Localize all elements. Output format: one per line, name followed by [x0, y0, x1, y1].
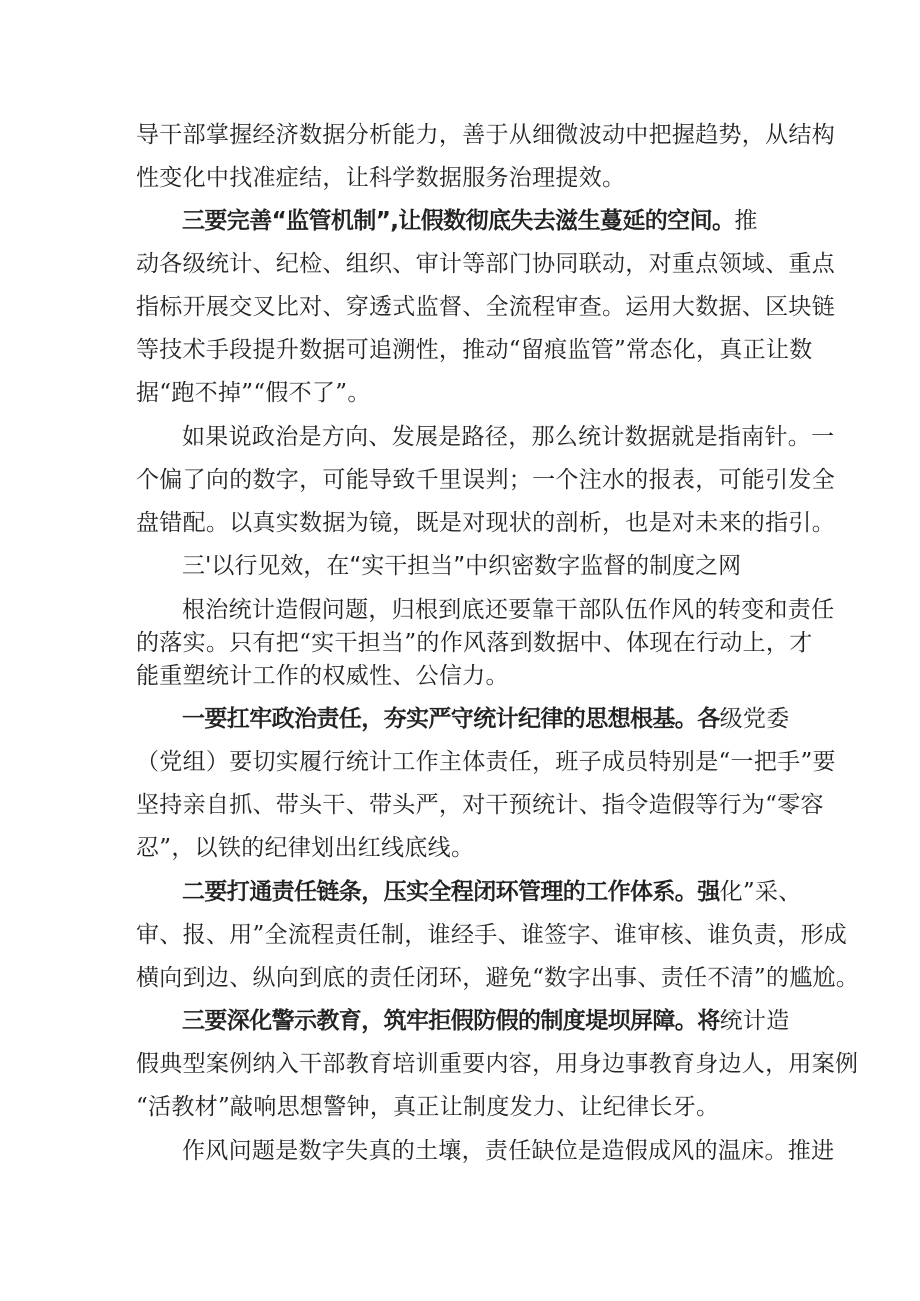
body-line: 忍”，以铁的纪律划出红线底线。 [136, 835, 475, 861]
body-line: 审、报、用”全流程责任制，谁经手、谁签字、谁审核、谁负责，形成 [136, 922, 848, 948]
paragraph-lead-rest: 级党委 [719, 706, 790, 732]
paragraph-lead-rest: 推 [734, 208, 758, 234]
paragraph-lead-bold: 三要完善“监管机制”,让假数彻底失去滋生蔓延的空间。 [182, 208, 735, 234]
section-heading: 三'以行见效，在“实干担当”中织密数字监督的制度之网 [182, 553, 742, 579]
paragraph-first-line [136, 876, 802, 908]
body-line: 假典型案例纳入干部教育培训重要内容，用身边事教育身边人，用案例 [136, 1051, 859, 1077]
paragraph-lead-bold: 三要深化警示教育，筑牢拒假防假的制度堤坝屏障。将 [182, 1008, 720, 1034]
body-line: 动各级统计、纪检、组织、审计等部门协同联动，对重点领域、重点 [136, 251, 835, 277]
body-line: 指标开展交叉比对、穿透式监督、全流程审查。运用大数据、区块链 [136, 294, 835, 320]
paragraph-first-line [136, 1005, 796, 1037]
body-line: 能重塑统计工作的权威性、公信力。 [136, 663, 509, 689]
body-line: 导干部掌握经济数据分析能力，善于从细微波动中把握趋势，从结构 [136, 122, 835, 148]
body-line: 个偏了向的数字，可能导致千里误判；一个注水的报表，可能引发全 [136, 467, 835, 493]
body-line: 等技术手段提升数据可追溯性，推动“留痕监管”常态化，真正让数 [136, 337, 813, 363]
body-line: 根治统计造假问题，归根到底还要靠干部队伍作风的转变和责任 [182, 597, 835, 623]
paragraph-lead-bold: 二要打通责任链条，压实全程闭环管理的工作体系。强 [182, 879, 720, 905]
body-line: 的落实。只有把“实干担当”的作风落到数据中、体现在行动上，才 [136, 630, 813, 656]
body-line: 作风问题是数字失真的土壤，责任缺位是造假成风的温床。推进 [182, 1138, 835, 1164]
paragraph-first-line [136, 205, 796, 237]
paragraph-first-line [136, 703, 796, 735]
paragraph-lead-rest: 化”采、 [719, 879, 802, 905]
body-line: 坚持亲自抓、带头干、带头严，对干预统计、指令造假等行为“零容 [136, 792, 824, 818]
body-line: “活教材”敲响思想警钟，真正让制度发力、让纪律长牙。 [136, 1094, 720, 1120]
body-line: 如果说政治是方向、发展是路径，那么统计数据就是指南针。一 [182, 424, 835, 450]
paragraph-lead-rest: 统计造 [719, 1008, 790, 1034]
body-line: 据“跑不掉”“假不了”。 [136, 380, 371, 406]
body-line: 横向到边、纵向到底的责任闭环，避免“数字出事、责任不清”的尴尬。 [136, 965, 860, 991]
body-line: 性变化中找准症结，让科学数据服务治理提效。 [136, 165, 626, 191]
body-line: 盘错配。以真实数据为镜，既是对现状的剖析，也是对未来的指引。 [136, 510, 835, 536]
body-line: （党组）要切实履行统计工作主体责任，班子成员特别是“一把手”要 [136, 749, 836, 775]
paragraph-lead-bold: 一要扛牢政治责任，夯实严守统计纪律的思想根基。各 [182, 706, 720, 732]
